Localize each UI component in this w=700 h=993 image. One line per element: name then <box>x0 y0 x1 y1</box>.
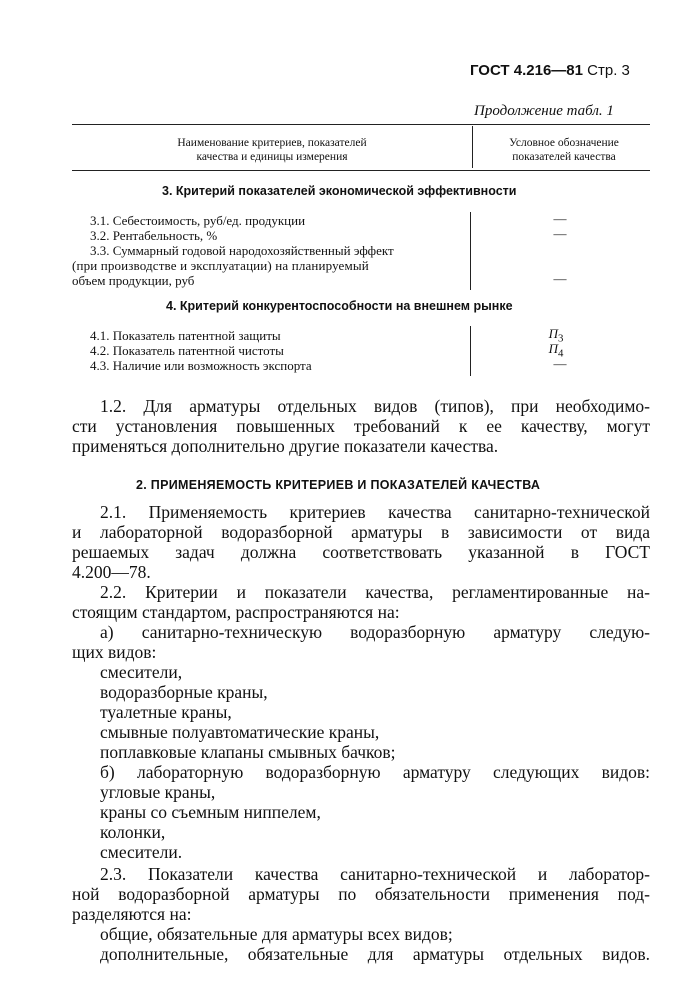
paragraph-line: стоящим стандартом, распространяются на: <box>72 602 400 622</box>
list-item: смесители, <box>100 662 183 682</box>
list-item: общие, обязательные для арматуры всех видов; <box>100 924 453 944</box>
table-divider-section4 <box>470 326 471 376</box>
col1-header-line: качества и единицы измерения <box>196 151 348 163</box>
section3-title: 3. Критерий показателей экономической эффективности <box>162 184 517 198</box>
list-item: угловые краны, <box>100 782 216 802</box>
table-row: (при производстве и эксплуатации) на планируемый <box>72 258 369 273</box>
table-row: 3.2. Рентабельность, % <box>90 228 218 243</box>
paragraph-line: щих видов: <box>72 642 157 662</box>
table-row-symbol: — <box>553 271 567 286</box>
paragraph-line: ной водоразборной арматуры по обязательности применения под- <box>72 884 650 904</box>
table-row-symbol: — <box>553 211 567 226</box>
table-row: 4.2. Показатель патентной чистоты <box>90 343 284 358</box>
table-continuation: Продолжение табл. 1 <box>474 103 614 119</box>
col2-header <box>480 136 648 164</box>
symbol-subscript: 4 <box>557 347 564 360</box>
paragraph-line: и лабораторной водоразборной арматуры в зависимости от вида <box>72 522 650 542</box>
symbol-subscript: 3 <box>557 332 564 345</box>
paragraph-line: 1.2. Для арматуры отдельных видов (типов), при необходимо- <box>100 396 650 416</box>
paragraph-line: а) санитарно-техническую водоразборную арматуру следую- <box>100 622 650 642</box>
paragraph-line: 4.200—78. <box>72 562 151 582</box>
table-row: 3.3. Суммарный годовой народохозяйственный эффект <box>90 243 394 258</box>
section4-title: 4. Критерий конкурентоспособности на внешнем рынке <box>166 299 513 313</box>
table-header-divider <box>472 126 473 168</box>
col2-header-line: показателей качества <box>512 151 616 163</box>
col1-header-line: Наименование критериев, показателей <box>177 137 367 149</box>
table-row-symbol: — <box>553 226 567 241</box>
doc-number: ГОСТ 4.216—81 <box>470 62 583 79</box>
paragraph-2-1 <box>72 502 650 582</box>
table-row: объем продукции, руб <box>72 273 195 288</box>
table-row: 4.3. Наличие или возможность экспорта <box>90 358 312 373</box>
list-item: краны со съемным ниппелем, <box>100 802 321 822</box>
list-item: водоразборные краны, <box>100 682 268 702</box>
table-row-symbol: — <box>553 356 567 371</box>
paragraph-line: 2.2. Критерии и показатели качества, регламентированные на- <box>100 582 650 602</box>
paragraph-2-2 <box>72 582 650 862</box>
col2-header-line: Условное обозначение <box>509 137 619 149</box>
paragraph-line: применяться дополнительно другие показатели качества. <box>72 436 499 456</box>
table-row: 4.1. Показатель патентной защиты <box>90 328 281 343</box>
symbol-letter: П <box>548 341 558 356</box>
col1-header <box>112 136 432 164</box>
list-item: дополнительные, обязательные для арматуры отдельных видов. <box>100 944 650 964</box>
list-item: смесители. <box>100 842 183 862</box>
list-item: смывные полуавтоматические краны, <box>100 722 380 742</box>
paragraph-line: 2.3. Показатели качества санитарно-технической и лаборатор- <box>100 864 650 884</box>
table-header-rule <box>72 170 650 171</box>
list-item: туалетные краны, <box>100 702 232 722</box>
table-row: 3.1. Себестоимость, руб/ед. продукции <box>90 213 306 228</box>
paragraph-line: решаемых задач должна соответствовать указанной в ГОСТ <box>72 542 650 562</box>
page-header <box>470 62 630 79</box>
paragraph-2-3 <box>72 864 650 964</box>
paragraph-line: б) лабораторную водоразборную арматуру следующих видов: <box>100 762 650 782</box>
symbol-letter: П <box>548 326 558 341</box>
paragraph-1-2 <box>72 396 650 456</box>
section2-title: 2. ПРИМЕНЯЕМОСТЬ КРИТЕРИЕВ И ПОКАЗАТЕЛЕЙ КАЧЕСТВА <box>136 478 541 492</box>
table-divider-section3 <box>470 212 471 290</box>
paragraph-line: разделяются на: <box>72 904 192 924</box>
table-top-rule <box>72 124 650 125</box>
paragraph-line: сти установления повышенных требований к ее качеству, могут <box>72 416 650 436</box>
list-item: поплавковые клапаны смывных бачков; <box>100 742 396 762</box>
list-item: колонки, <box>100 822 166 842</box>
paragraph-line: 2.1. Применяемость критериев качества санитарно-технической <box>100 502 650 522</box>
page-number: Стр. 3 <box>587 62 630 79</box>
